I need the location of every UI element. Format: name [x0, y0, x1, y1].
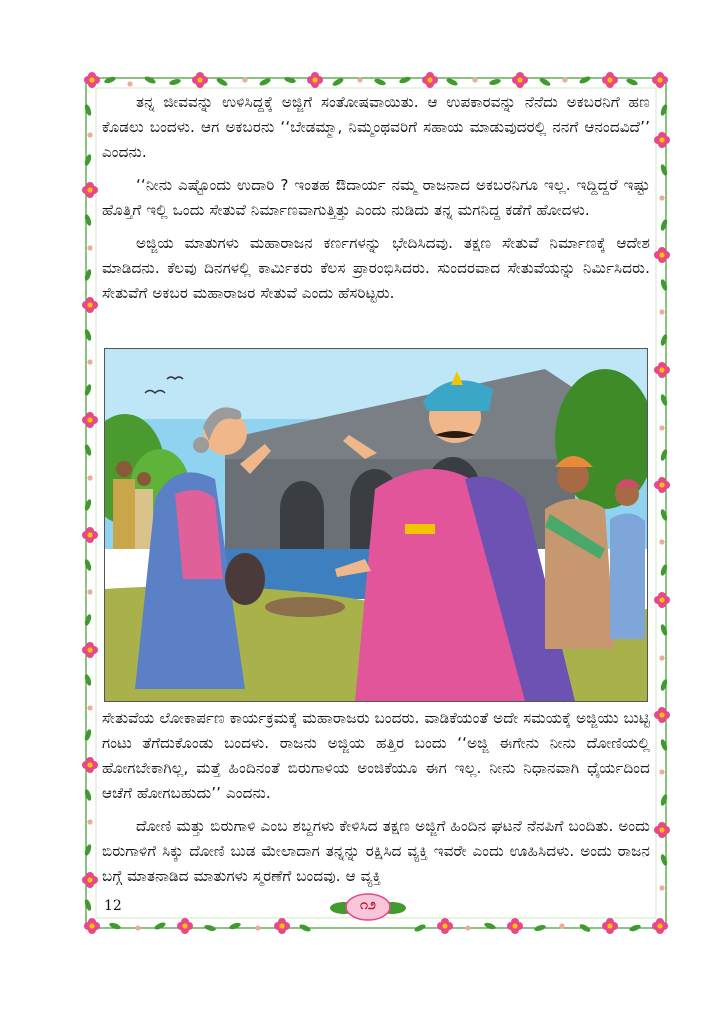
paragraph-3: ಅಜ್ಜಿಯ ಮಾತುಗಳು ಮಹಾರಾಜನ ಕರ್ಣಗಳನ್ನು ಭೇದಿಸಿದವು. ತಕ್ಷಣ ಸೇತುವೆ ನಿರ್ಮಾಣಕ್ಕೆ ಆದೇಶ ಮಾಡಿದನು. ಕೆಲವು ದಿನಗಳಲ್ಲಿ ಕಾರ್ಮಿಕರು ಕೆಲಸ ಪ್ರಾರಂಭಿಸಿದರು. ಸುಂದರವಾದ ಸೇತುವೆಯನ್ನು ನಿರ್ಮಿಸಿದರು. ಸೇತುವೆಗೆ ಅಕಬರ ಮಹಾರಾಜರ ಸೇತುವೆ ಎಂದು ಹೆಸರಿಟ್ಟರು.	[102, 234, 650, 302]
story-text-bottom	[102, 706, 650, 897]
paragraph-1: ತನ್ನ ಜೀವವನ್ನು ಉಳಿಸಿದ್ದಕ್ಕೆ ಅಜ್ಜಿಗೆ ಸಂತೋಷವಾಯಿತು. ಆ ಉಪಕಾರವನ್ನು ನೆನೆದು ಅಕಬರನಿಗೆ ಹಣ ಕೊಡಲು ಬಂದಳು. ಆಗ ಅಕಬರನು ‘‘ಬೇಡಮ್ಮಾ, ನಿಮ್ಮಂಥವರಿಗೆ ಸಹಾಯ ಮಾಡುವುದರಲ್ಲಿ ನನಗೆ ಆನಂದವಿದೆ’’ ಎಂದನು.	[102, 93, 650, 161]
paragraph-2: ‘‘ನೀನು ಎಷ್ಟೊಂದು ಉದಾರಿ ? ಇಂತಹ ಔದಾರ್ಯ ನಮ್ಮ ರಾಜನಾದ ಅಕಬರನಿಗೂ ಇಲ್ಲ. ಇದ್ದಿದ್ದರೆ ಇಷ್ಟು ಹೊತ್ತಿಗೆ ಇಲ್ಲಿ ಒಂದು ಸೇತುವೆ ನಿರ್ಮಾಣವಾಗುತ್ತಿತ್ತು ಎಂದು ನುಡಿದು ತನ್ನ ಮಗನಿದ್ದ ಕಡೆಗೆ ಹೋದಳು.	[102, 176, 650, 219]
page-ornament	[328, 892, 408, 922]
paragraph-4: ಸೇತುವೆಯ ಲೋಕಾರ್ಪಣ ಕಾರ್ಯಕ್ರಮಕ್ಕೆ ಮಹಾರಾಜರು ಬಂದರು. ವಾಡಿಕೆಯಂತೆ ಅದೇ ಸಮಯಕ್ಕೆ ಅಜ್ಜಿಯು ಬುಟ್ಟಿ ಗಂಟು ತೆಗೆದುಕೊಂಡು ಬಂದಳು. ರಾಜನು ಅಜ್ಜಿಯ ಹತ್ತಿರ ಬಂದು ‘‘ಅಜ್ಜಿ ಈಗೇನು ನೀನು ದೋಣಿಯಲ್ಲಿ ಹೋಗಬೇಕಾಗಿಲ್ಲ, ಮತ್ತೆ ಹಿಂದಿನಂತೆ ಬಿರುಗಾಳಿಯ ಅಂಜಿಕೆಯೂ ಈಗ ಇಲ್ಲ. ನೀನು ನಿಧಾನವಾಗಿ ಧೈರ್ಯದಿಂದ ಆಚೆಗೆ ಹೋಗಬಹುದು’’ ಎಂದನು.	[102, 709, 650, 802]
story-text-top	[102, 90, 650, 314]
illustration-scene	[105, 349, 647, 701]
page-number: 12	[104, 898, 122, 914]
story-illustration	[104, 348, 648, 702]
paragraph-5: ದೋಣಿ ಮತ್ತು ಬಿರುಗಾಳಿ ಎಂಬ ಶಬ್ದಗಳು ಕೇಳಿಸಿದ ತಕ್ಷಣ ಅಜ್ಜಿಗೆ ಹಿಂದಿನ ಘಟನೆ ನೆನಪಿಗೆ ಬಂದಿತು. ಅಂದು ಬಿರುಗಾಳಿಗೆ ಸಿಕ್ಕು ದೋಣಿ ಬುಡ ಮೇಲಾದಾಗ ತನ್ನನ್ನು ರಕ್ಷಿಸಿದ ವ್ಯಕ್ತಿ ಇವರೇ ಎಂದು ಊಹಿಸಿದಳು. ಅಂದು ರಾಜನ ಬಗ್ಗೆ ಮಾತನಾಡಿದ ಮಾತುಗಳು ಸ್ಮರಣೆಗೆ ಬಂದವು. ಆ ವ್ಯಕ್ತಿ	[102, 817, 650, 885]
ornament-page-label: ೧೨	[360, 897, 376, 913]
